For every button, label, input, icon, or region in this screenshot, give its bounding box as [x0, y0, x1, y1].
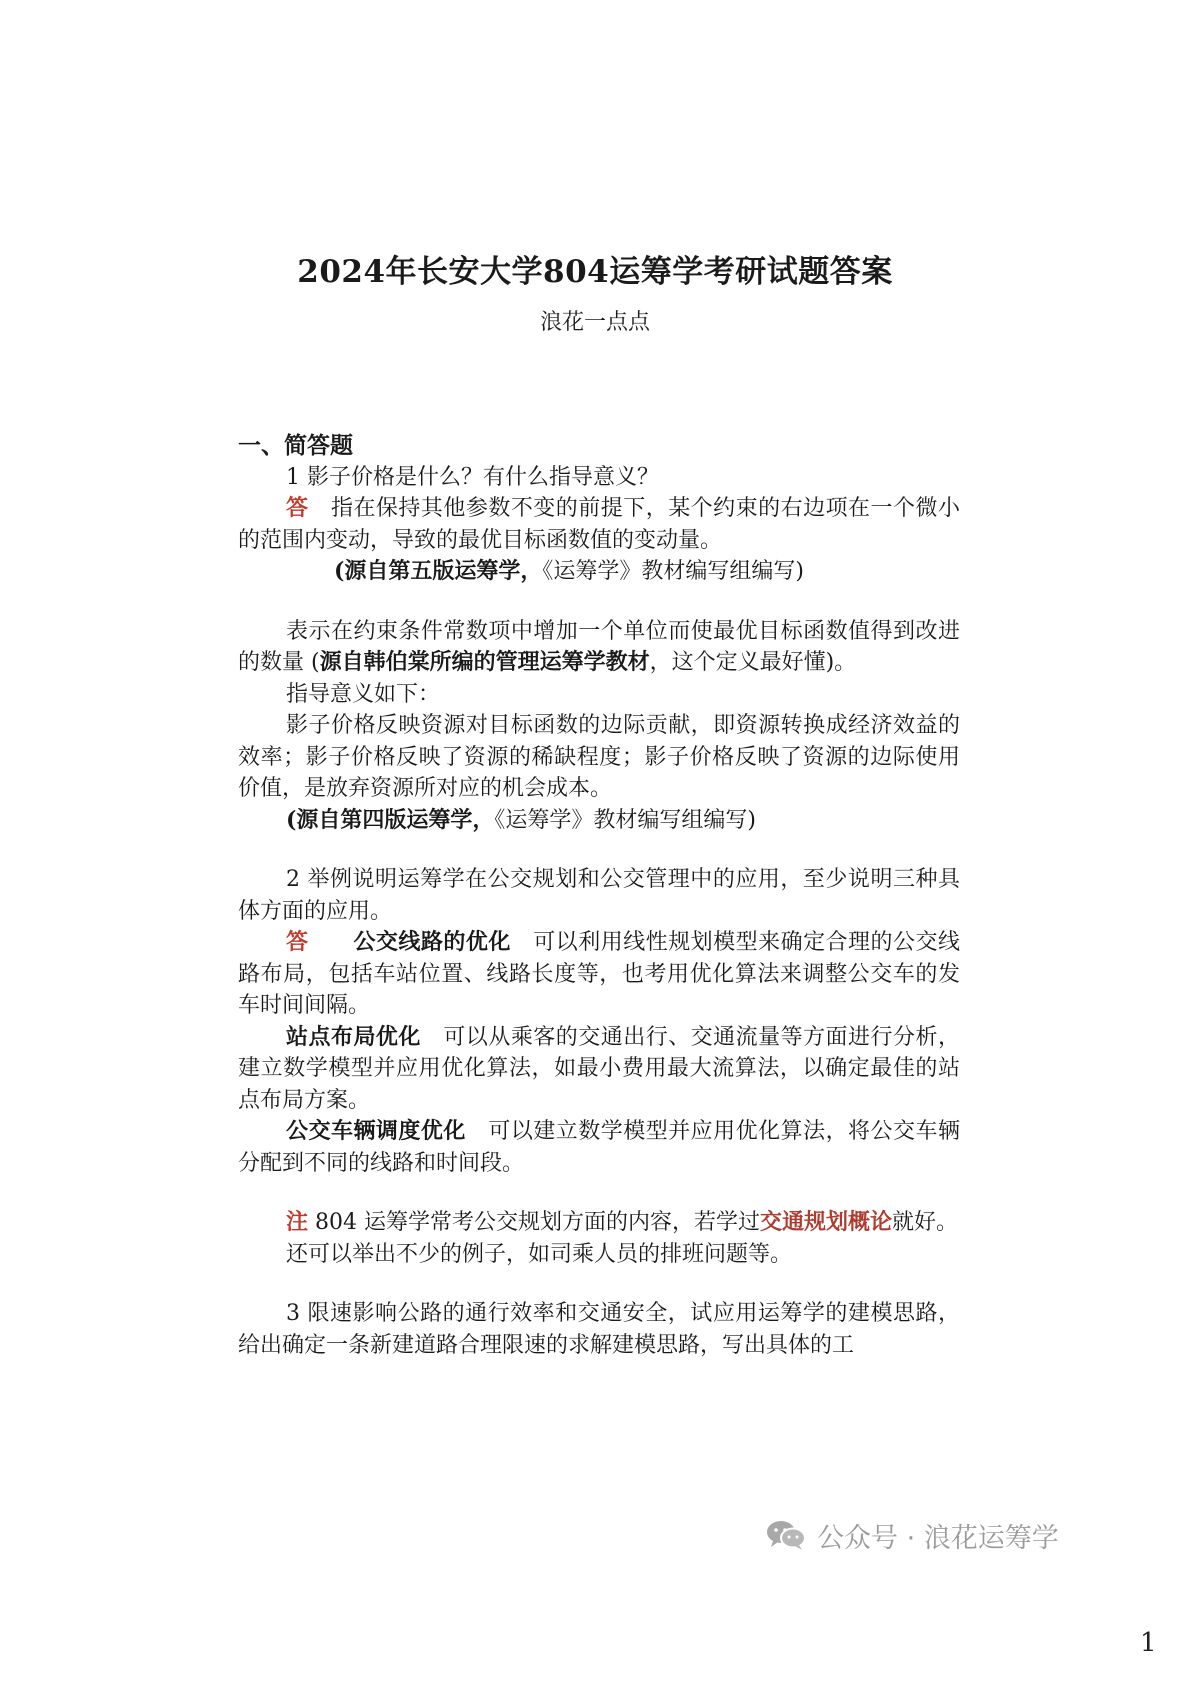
answer-1	[238, 493, 960, 556]
document-body	[238, 430, 960, 1361]
para2-text-b: ，这个定义最好懂)。	[649, 650, 857, 675]
source-1-rest: 《运筹学》教材编写组编写)	[542, 559, 805, 584]
answer-2-item-3	[238, 1116, 960, 1179]
answer-1-text: 指在保持其他参数不变的前提下，某个约束的右边项在一个微小的范围内变动，导致的最优目标函数值的变动量。	[238, 496, 960, 553]
note-paragraph	[238, 1207, 960, 1239]
wechat-icon	[765, 1519, 807, 1551]
question-2: 2 举例说明运筹学在公交规划和公交管理中的应用，至少说明三种具体方面的应用。	[238, 867, 960, 924]
question-3: 3 限速影响公路的通行效率和交通安全，试应用运筹学的建模思路，给出确定一条新建道路合理限速的求解建模思路，写出具体的工	[238, 1301, 960, 1358]
note-more: 还可以举出不少的例子，如司乘人员的排班问题等。	[286, 1241, 793, 1267]
document-title: 2024年长安大学804运筹学考研试题答案	[297, 254, 893, 290]
watermark	[765, 1515, 1059, 1555]
source-1-bold: (源自第五版运筹学，	[334, 558, 543, 584]
item-3-heading: 公交车辆调度优化	[286, 1118, 466, 1144]
item-3-text: 可以建立数学模型并应用优化算法，将公交车辆分配到不同的线路和时间段。	[238, 1119, 960, 1176]
note-text-b: 就好。	[892, 1210, 959, 1235]
question-1: 1 影子价格是什么？有什么指导意义？	[286, 464, 659, 490]
answer-label: 答	[286, 495, 309, 521]
source-citation-2	[238, 805, 960, 837]
para2-text-a: 表示在约束条件常数项中增加一个单位而使最优目标函数值得到改进的数量 (	[238, 618, 960, 675]
answer-1-paragraph-2	[238, 616, 960, 679]
watermark-text: 公众号 · 浪花运筹学	[817, 1522, 1059, 1554]
item-2-text: 可以从乘客的交通出行、交通流量等方面进行分析，建立数学模型并应用优化算法，如最小费用最大流算法，以确定最佳的站点布局方案。	[238, 1024, 960, 1113]
guide-text: 影子价格反映资源对目标函数的边际贡献，即资源转换成经济效益的效率；影子价格反映了资源的稀缺程度；影子价格反映了资源的边际使用价值，是放弃资源所对应的机会成本。	[238, 713, 960, 801]
answer-2-item-1	[238, 927, 960, 1022]
page-number: 1	[1140, 1628, 1157, 1658]
item-2-heading: 站点布局优化	[286, 1023, 421, 1050]
source-2-bold: (源自第四版运筹学，	[286, 806, 495, 833]
answer-2-item-2	[238, 1022, 960, 1117]
guide-heading: 指导意义如下：	[286, 681, 441, 707]
item-1-text: 可以利用线性规划模型来确定合理的公交线路布局，包括车站位置、线路长度等，也考用优化算法来调整公交车的发车时间间隔。	[238, 930, 960, 1018]
para2-bold-source: 源自韩伯棠所编的管理运筹学教材	[319, 649, 650, 675]
section-heading: 一、简答题	[238, 432, 353, 459]
item-1-heading: 公交线路的优化	[353, 929, 511, 955]
author-name: 浪花一点点	[539, 310, 650, 335]
note-highlight: 交通规划概论	[760, 1209, 893, 1235]
note-label: 注	[286, 1209, 309, 1235]
source-2-rest: 《运筹学》教材编写组编写)	[494, 807, 757, 833]
source-citation-1	[238, 556, 960, 588]
note-text-a: 804 运筹学常考公交规划方面的内容，若学过	[308, 1210, 760, 1235]
answer-label: 答	[286, 929, 309, 955]
